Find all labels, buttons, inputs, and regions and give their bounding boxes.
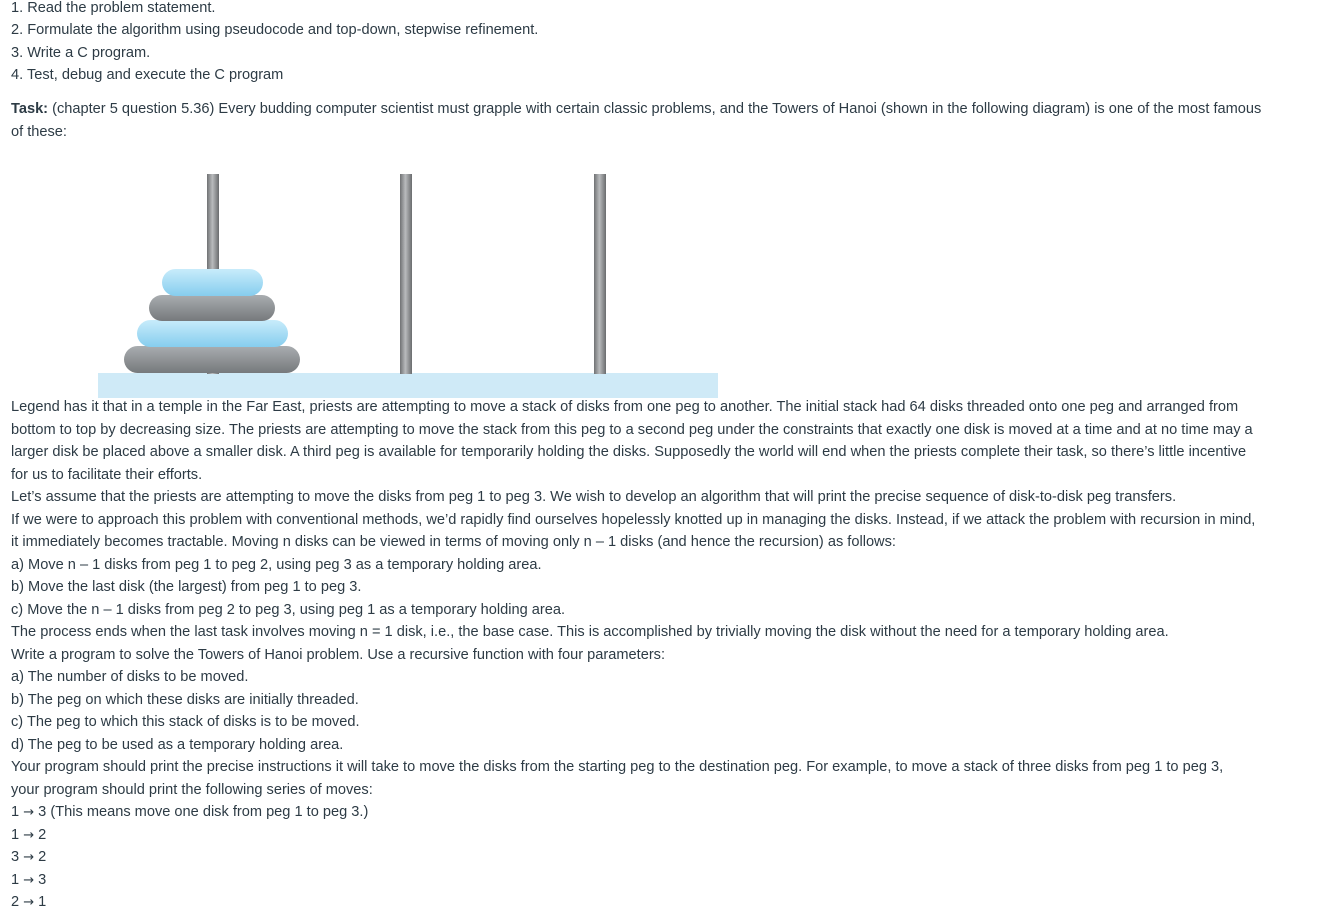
- task-label: Task:: [11, 101, 49, 117]
- move-note: (This means move one disk from peg 1 to peg 3.): [46, 804, 369, 820]
- move-to: 3: [38, 804, 47, 820]
- peg-3: [594, 174, 606, 374]
- task-line-1: [11, 101, 1261, 117]
- move-to: 3: [38, 872, 47, 888]
- step-1: 1. Read the problem statement.: [11, 0, 216, 16]
- task-text: (chapter 5 question 5.36) Every budding computer scientist must grapple with certain classic problems, and the Towers of Hanoi (shown in the following diagram) is one of the most famous: [52, 101, 1262, 117]
- move-from: 1: [11, 804, 20, 820]
- step-4: 4. Test, debug and execute the C program: [11, 67, 284, 83]
- move-line: [11, 804, 368, 820]
- arrow-icon: →: [23, 850, 35, 865]
- param-b: b) The peg on which these disks are initially threaded.: [11, 692, 359, 708]
- legend-line-3: larger disk be placed above a smaller disk. A third peg is available for temporarily holding the disks. Supposedly the world will end when the priests complete their task, so there’s little incentive: [11, 444, 1247, 460]
- arrow-icon: →: [23, 828, 35, 843]
- move-from: 3: [11, 849, 20, 865]
- step-b: b) Move the last disk (the largest) from peg 1 to peg 3.: [11, 579, 362, 595]
- recursion-line-1: If we were to approach this problem with conventional methods, we’d rapidly find ourselves hopelessly knotted up in managing the disks. Instead, if we attack the problem with recursion in mind,: [11, 512, 1256, 528]
- move-to: 2: [38, 849, 47, 865]
- arrow-icon: →: [23, 895, 35, 910]
- step-2: 2. Formulate the algorithm using pseudocode and top-down, stepwise refinement.: [11, 22, 539, 38]
- move-from: 2: [11, 894, 20, 910]
- move-to: 1: [38, 894, 47, 910]
- param-d: d) The peg to be used as a temporary holding area.: [11, 737, 344, 753]
- disk-2: [149, 295, 275, 321]
- instruction-line: Write a program to solve the Towers of Hanoi problem. Use a recursive function with four parameters:: [11, 647, 666, 663]
- move-line: [11, 827, 46, 843]
- output-line-2: your program should print the following series of moves:: [11, 782, 373, 798]
- recursion-line-2: it immediately becomes tractable. Moving n disks can be viewed in terms of moving only n – 1 disks (and hence the recursion) as follows:: [11, 534, 896, 550]
- legend-line-4: for us to facilitate their efforts.: [11, 467, 203, 483]
- diagram-base: [98, 373, 718, 398]
- task-line-2: of these:: [11, 124, 67, 140]
- disk-3: [137, 320, 288, 347]
- step-3: 3. Write a C program.: [11, 45, 151, 61]
- move-line: [11, 894, 46, 910]
- move-line: [11, 849, 46, 865]
- arrow-icon: →: [23, 805, 35, 820]
- move-from: 1: [11, 872, 20, 888]
- disk-1: [162, 269, 263, 296]
- param-c: c) The peg to which this stack of disks is to be moved.: [11, 714, 360, 730]
- step-a: a) Move n – 1 disks from peg 1 to peg 2, using peg 3 as a temporary holding area.: [11, 557, 542, 573]
- move-from: 1: [11, 827, 20, 843]
- legend-line-2: bottom to top by decreasing size. The priests are attempting to move the stack from this peg to a second peg under the constraints that exactly one disk is moved at a time and at no time may a: [11, 422, 1253, 438]
- arrow-icon: →: [23, 873, 35, 888]
- param-a: a) The number of disks to be moved.: [11, 669, 249, 685]
- peg-2: [400, 174, 412, 374]
- output-line-1: Your program should print the precise instructions it will take to move the disks from the starting peg to the destination peg. For example, to move a stack of three disks from peg 1 to peg 3,: [11, 759, 1224, 775]
- move-to: 2: [38, 827, 47, 843]
- step-c: c) Move the n – 1 disks from peg 2 to peg 3, using peg 1 as a temporary holding area.: [11, 602, 566, 618]
- towers-of-hanoi-diagram: [96, 170, 720, 398]
- assumption-line: Let’s assume that the priests are attempting to move the disks from peg 1 to peg 3. We wish to develop an algorithm that will print the precise sequence of disk-to-disk peg transfers.: [11, 489, 1177, 505]
- disk-4: [124, 346, 300, 373]
- legend-line-1: Legend has it that in a temple in the Far East, priests are attempting to move a stack of disks from one peg to another. The initial stack had 64 disks threaded onto one peg and arranged from: [11, 399, 1239, 415]
- base-case-line: The process ends when the last task involves moving n = 1 disk, i.e., the base case. This is accomplished by trivially moving the disk without the need for a temporary holding area.: [11, 624, 1169, 640]
- move-line: [11, 872, 46, 888]
